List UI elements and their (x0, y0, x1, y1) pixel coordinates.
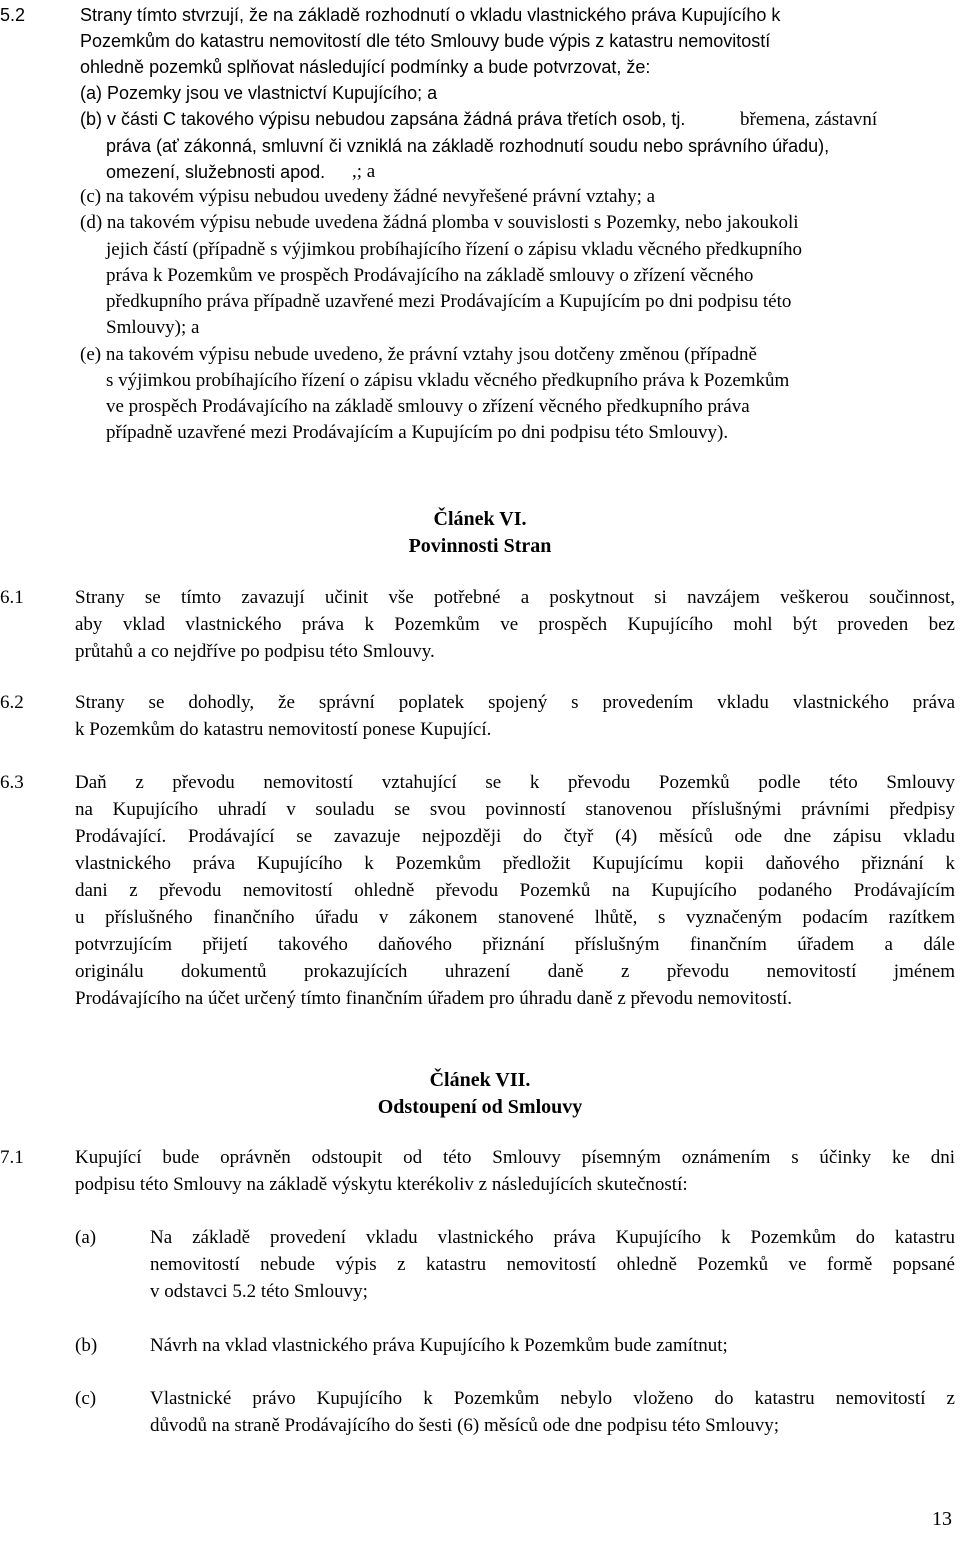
text-line: Daň z převodu nemovitostí vztahující se k převodu Pozemků podle této Smlouvy (75, 772, 955, 793)
text-line: nemovitostí nebude výpis z katastru nemovitostí ohledně Pozemků ve formě popsané (150, 1254, 955, 1275)
text-line: důvodů na straně Prodávajícího do šesti (6) měsíců ode dne podpisu této Smlouvy; (150, 1415, 780, 1436)
text-line: aby vklad vlastnického práva k Pozemkům ve prospěch Kupujícího mohl být proveden bez (75, 614, 955, 635)
text-line: u příslušného finančního úřadu v zákonem stanovené lhůtě, s vyznačeným podacím razítkem (75, 907, 955, 928)
text-line: Strany se dohodly, že správní poplatek spojený s provedením vkladu vlastnického práva (75, 692, 955, 713)
list-item-label: (b) (75, 1335, 98, 1356)
section-number: 5.2 (0, 5, 26, 25)
text-line: Prodávající. Prodávající se zavazuje nejpozději do čtyř (4) měsíců ode dne zápisu vkladu (75, 826, 955, 847)
text-line: práva k Pozemkům ve prospěch Prodávajícího na základě smlouvy o zřízení věcného (106, 265, 754, 286)
text-line: Strany se tímto zavazují učinit vše potřebné a poskytnout si navzájem veškerou součinnost, (75, 587, 955, 608)
article-title: Článek VII. (429, 1069, 531, 1091)
text-line: podpisu této Smlouvy na základě výskytu kterékoliv z následujících skutečností: (75, 1174, 688, 1195)
section-number: 6.2 (0, 692, 24, 713)
text-line: k Pozemkům do katastru nemovitostí ponese Kupující. (75, 719, 492, 740)
text-line: (d) na takovém výpisu nebude uvedena žádná plomba v souvislosti s Pozemky, nebo jakoukoli (80, 212, 799, 233)
text-line: předkupního práva případně uzavřené mezi Prodávajícím a Kupujícím po dni podpisu této (106, 291, 792, 312)
text-line: Prodávajícího na účet určený tímto finančním úřadem pro úhradu daně z převodu nemovitostí. (75, 988, 793, 1009)
text-line: vlastnického práva Kupujícího k Pozemkům předložit Kupujícímu kopii daňového přiznání k (75, 853, 955, 874)
text-line: práva (ať zákonná, smluvní či vzniklá na základě rozhodnutí soudu nebo správního úřadu), (106, 136, 830, 156)
text-line: Strany tímto stvrzují, že na základě rozhodnutí o vkladu vlastnického práva Kupujícího k (80, 5, 781, 25)
text-line: dani z převodu nemovitostí ohledně převodu Pozemků na Kupujícího podaného Prodávajícím (75, 880, 955, 901)
text-line: ve prospěch Prodávajícího na základě smlouvy o zřízení věcného předkupního práva (106, 396, 750, 417)
text-line: ,; a (352, 161, 376, 182)
article-subtitle: Odstoupení od Smlouvy (377, 1096, 583, 1118)
text-line: (b) v části C takového výpisu nebudou zapsána žádná práva třetích osob, tj. (80, 109, 686, 129)
text-line: potvrzujícím přijetí takového daňového přiznání příslušným finančním úřadem a dále (75, 934, 955, 955)
list-item-label: (a) (75, 1227, 97, 1248)
text-line: případně uzavřené mezi Prodávajícím a Kupujícím po dni podpisu této Smlouvy). (106, 422, 729, 443)
text-line: Pozemkům do katastru nemovitostí dle této Smlouvy bude výpis z katastru nemovitostí (80, 31, 771, 51)
text-line: jejich částí (případně s výjimkou probíhajícího řízení o zápisu vkladu věcného předkupního (106, 239, 802, 260)
text-line: ohledně pozemků splňovat následující podmínky a bude potvrzovat, že: (80, 57, 651, 77)
text-line: v odstavci 5.2 této Smlouvy; (150, 1281, 368, 1302)
text-line: s výjimkou probíhajícího řízení o zápisu vkladu věcného předkupního práva k Pozemkům (106, 370, 790, 391)
article-title: Článek VI. (433, 508, 527, 530)
text-line: Návrh na vklad vlastnického práva Kupujícího k Pozemkům bude zamítnut; (150, 1335, 728, 1356)
text-line: (a) Pozemky jsou ve vlastnictví Kupujícího; a (80, 83, 438, 103)
text-line: (e) na takovém výpisu nebude uvedeno, že právní vztahy jsou dotčeny změnou (případně (80, 344, 757, 365)
text-line: omezení, služebnosti apod. (106, 162, 326, 182)
text-line: originálu dokumentů prokazujících uhrazení daně z převodu nemovitostí jménem (75, 961, 955, 982)
text-line: Kupující bude oprávněn odstoupit od této Smlouvy písemným oznámením s účinky ke dni (75, 1147, 955, 1168)
text-line: průtahů a co nejdříve po podpisu této Smlouvy. (75, 641, 435, 662)
text-line: na Kupujícího uhradí v souladu se svou povinností stanovenou příslušnými právními předpisy (75, 799, 955, 820)
section-number: 6.3 (0, 772, 24, 793)
text-line: Vlastnické právo Kupujícího k Pozemkům nebylo vloženo do katastru nemovitostí z (150, 1388, 955, 1409)
article-subtitle: Povinnosti Stran (408, 535, 552, 557)
list-item-label: (c) (75, 1388, 97, 1409)
text-line: Na základě provedení vkladu vlastnického práva Kupujícího k Pozemkům do katastru (150, 1227, 955, 1248)
text-line: Smlouvy); a (106, 317, 200, 338)
text-line: (c) na takovém výpisu nebudou uvedeny žádné nevyřešené právní vztahy; a (80, 186, 656, 207)
page-number: 13 (932, 1508, 952, 1530)
section-number: 7.1 (0, 1147, 24, 1168)
text-line: břemena, zástavní (740, 109, 878, 130)
section-number: 6.1 (0, 587, 24, 608)
